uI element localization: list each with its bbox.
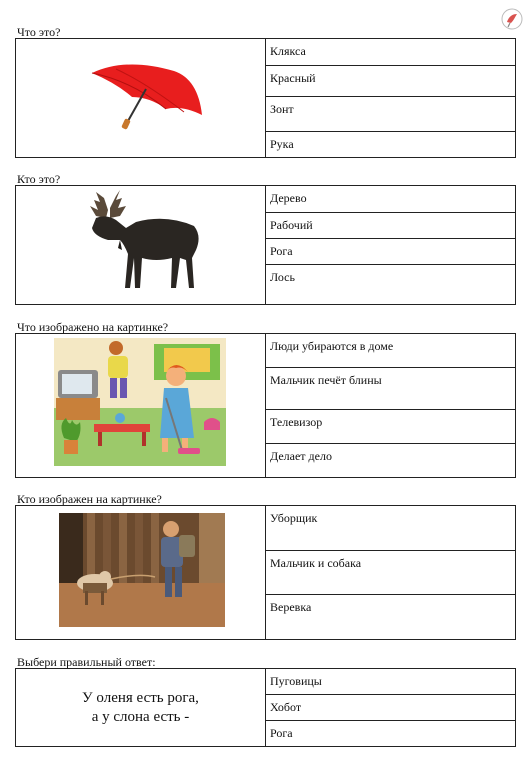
moose-picture <box>16 186 266 304</box>
question-1-option-1[interactable]: Клякса <box>266 39 515 66</box>
question-4-option-1[interactable]: Уборщик <box>266 506 515 551</box>
question-5-option-3[interactable]: Рога <box>270 726 293 740</box>
question-4-option-3[interactable]: Веревка <box>270 600 312 614</box>
question-3-table <box>15 333 516 478</box>
question-2-option-1[interactable]: Дерево <box>266 186 515 213</box>
question-1-prompt: Что это? <box>17 25 61 39</box>
question-3-option-4[interactable]: Делает дело <box>270 449 332 463</box>
question-4-prompt: Кто изображен на картинке? <box>17 492 162 506</box>
question-3-option-1[interactable]: Люди убираются в доме <box>266 334 515 368</box>
question-3-option-2[interactable]: Мальчик печёт блины <box>266 368 515 410</box>
question-4-table <box>15 505 516 640</box>
question-2-option-2[interactable]: Рабочий <box>266 213 515 239</box>
bird-logo-icon <box>501 8 523 30</box>
question-2-prompt: Кто это? <box>17 172 61 186</box>
question-4-option-2[interactable]: Мальчик и собака <box>266 551 515 595</box>
question-5-table <box>15 668 516 747</box>
question-2-option-4[interactable]: Лось <box>270 270 295 284</box>
question-1-table <box>15 38 516 158</box>
statement-line-2: а у слона есть - <box>91 708 190 725</box>
question-1-option-4[interactable]: Рука <box>270 137 294 151</box>
question-1-option-2[interactable]: Красный <box>266 66 515 97</box>
red-umbrella-picture <box>16 39 266 157</box>
question-2-option-3[interactable]: Рога <box>266 239 515 265</box>
question-5-option-1[interactable]: Пуговицы <box>266 669 515 695</box>
question-3-prompt: Что изображено на картинке? <box>17 320 169 334</box>
question-3-option-3[interactable]: Телевизор <box>266 410 515 444</box>
question-5-prompt: Выбери правильный ответ: <box>17 655 156 669</box>
statement-line-1: У оленя есть рога, <box>82 689 199 706</box>
question-5-statement <box>16 669 265 746</box>
question-2-table <box>15 185 516 305</box>
boy-and-dog-picture <box>16 506 266 639</box>
people-cleaning-house-picture <box>16 334 266 477</box>
question-5-option-2[interactable]: Хобот <box>266 695 515 721</box>
question-1-option-3[interactable]: Зонт <box>266 97 515 132</box>
